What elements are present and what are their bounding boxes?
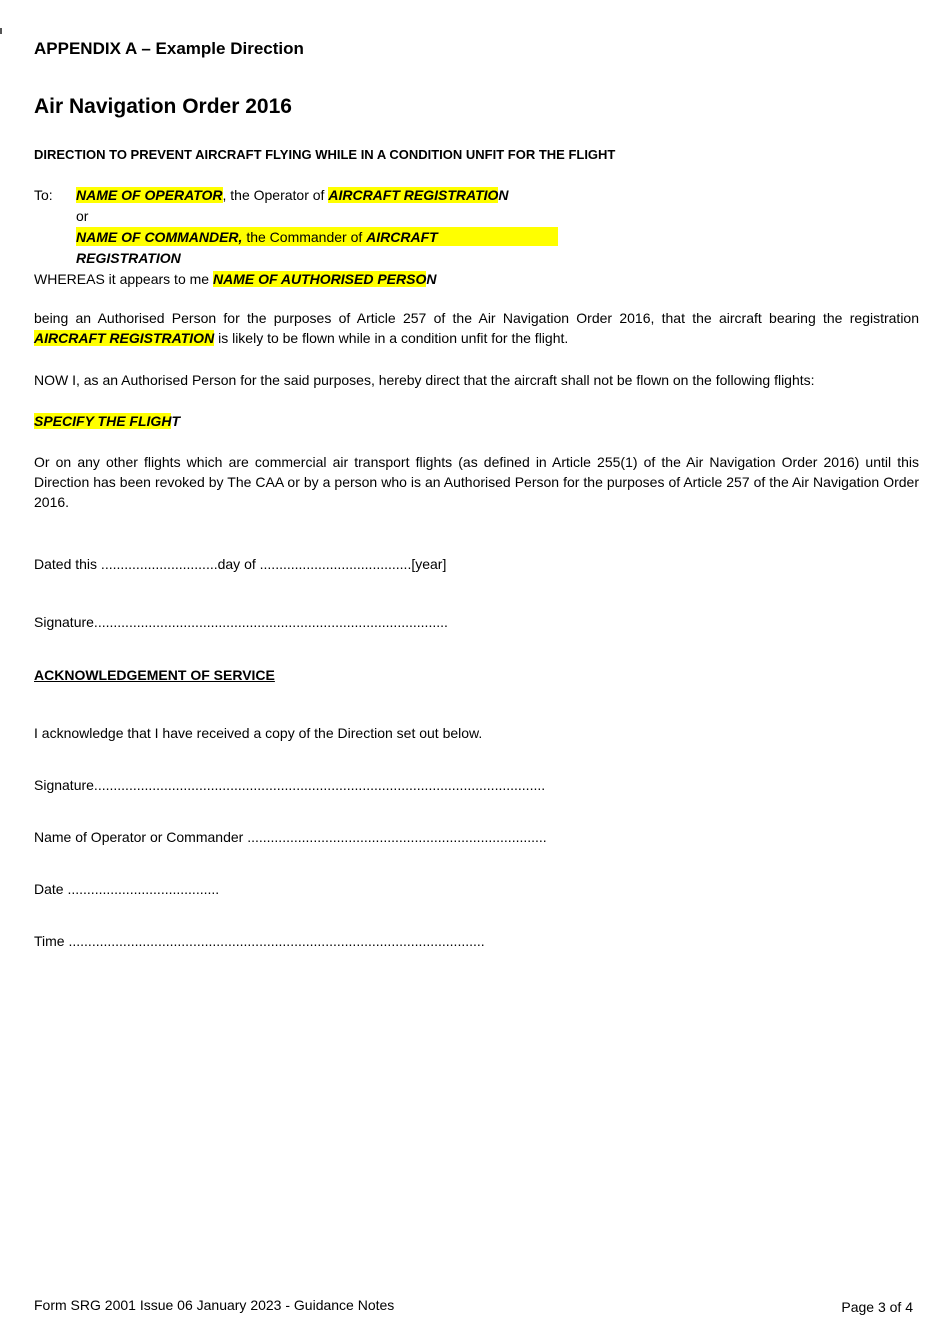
specify-flight-tail: T — [171, 413, 180, 429]
name-of-operator-line: Name of Operator or Commander ............................................................................. — [34, 829, 547, 845]
specify-flight-placeholder: SPECIFY THE FLIGH — [34, 413, 172, 429]
aircraft-registration-placeholder: AIRCRAFT REGISTRATIO — [328, 187, 499, 203]
appendix-title: APPENDIX A – Example Direction — [34, 39, 304, 58]
commander-text: the Commander of — [242, 229, 367, 245]
footer-page-number: Page 3 of 4 — [841, 1299, 913, 1315]
direction-heading: DIRECTION TO PREVENT AIRCRAFT FLYING WHILE IN A CONDITION UNFIT FOR THE FLIGHT — [34, 147, 616, 162]
dated-line: Dated this ..............................day of .......................................[year] — [34, 556, 447, 572]
registration-row — [34, 248, 634, 269]
acknowledgement-heading: ACKNOWLEDGEMENT OF SERVICE — [34, 667, 275, 683]
footer-form-reference: Form SRG 2001 Issue 06 January 2023 - Guidance Notes — [34, 1297, 395, 1313]
commander-placeholder: NAME OF COMMANDER, — [76, 229, 243, 245]
acknowledge-text: I acknowledge that I have received a copy of the Direction set out below. — [34, 725, 483, 741]
order-title: Air Navigation Order 2016 — [34, 95, 292, 118]
page-edge-mark — [0, 28, 2, 34]
whereas-row — [34, 269, 634, 290]
paragraph-other-flights: Or on any other flights which are commercial air transport flights (as defined in Article 255(1) of the Air Navigation Order 2016) until this Direction has been revoked by The CAA or by a person who is an Authorised Person for the purposes of Article 257 of the Air Navigation Order 2016. — [34, 454, 919, 510]
registration-placeholder: REGISTRATION — [76, 250, 181, 266]
to-label: To: — [34, 187, 53, 203]
paragraph-1-tail: is likely to be flown while in a condition unfit for the flight. — [214, 330, 569, 346]
operator-text: , the Operator of — [222, 187, 329, 203]
paragraph-authorised-person — [34, 308, 919, 348]
or-text: or — [76, 208, 89, 224]
time-line: Time ........................................................................................................... — [34, 933, 485, 949]
operator-placeholder: NAME OF OPERATOR — [76, 187, 223, 203]
authorised-person-placeholder: NAME OF AUTHORISED PERSO — [212, 271, 427, 287]
whereas-text: WHEREAS it appears to me — [34, 271, 213, 287]
addressee-block — [34, 185, 634, 290]
paragraph-1-aircraft-registration: AIRCRAFT REGISTRATION — [34, 330, 215, 346]
whereas-line — [34, 269, 436, 289]
operator-line — [76, 185, 509, 205]
signature-line-direction: Signature........................................................................................... — [34, 614, 448, 630]
aircraft-registration-tail: N — [498, 187, 509, 203]
authorised-person-tail: N — [426, 271, 437, 287]
or-row — [34, 206, 634, 227]
aircraft-placeholder: AIRCRAFT — [366, 229, 438, 245]
commander-row — [34, 227, 634, 248]
date-line: Date ....................................... — [34, 881, 220, 897]
paragraph-1-text: being an Authorised Person for the purposes of Article 257 of the Air Navigation Order 2016, that the aircraft bearing the registration — [34, 310, 919, 326]
to-row — [34, 185, 634, 206]
paragraph-now-i: NOW I, as an Authorised Person for the said purposes, hereby direct that the aircraft shall not be flown on the following flights: — [34, 372, 815, 388]
commander-line — [76, 227, 438, 247]
signature-line-acknowledgement: Signature.................................................................................................................... — [34, 777, 546, 793]
specify-flight — [34, 411, 180, 431]
